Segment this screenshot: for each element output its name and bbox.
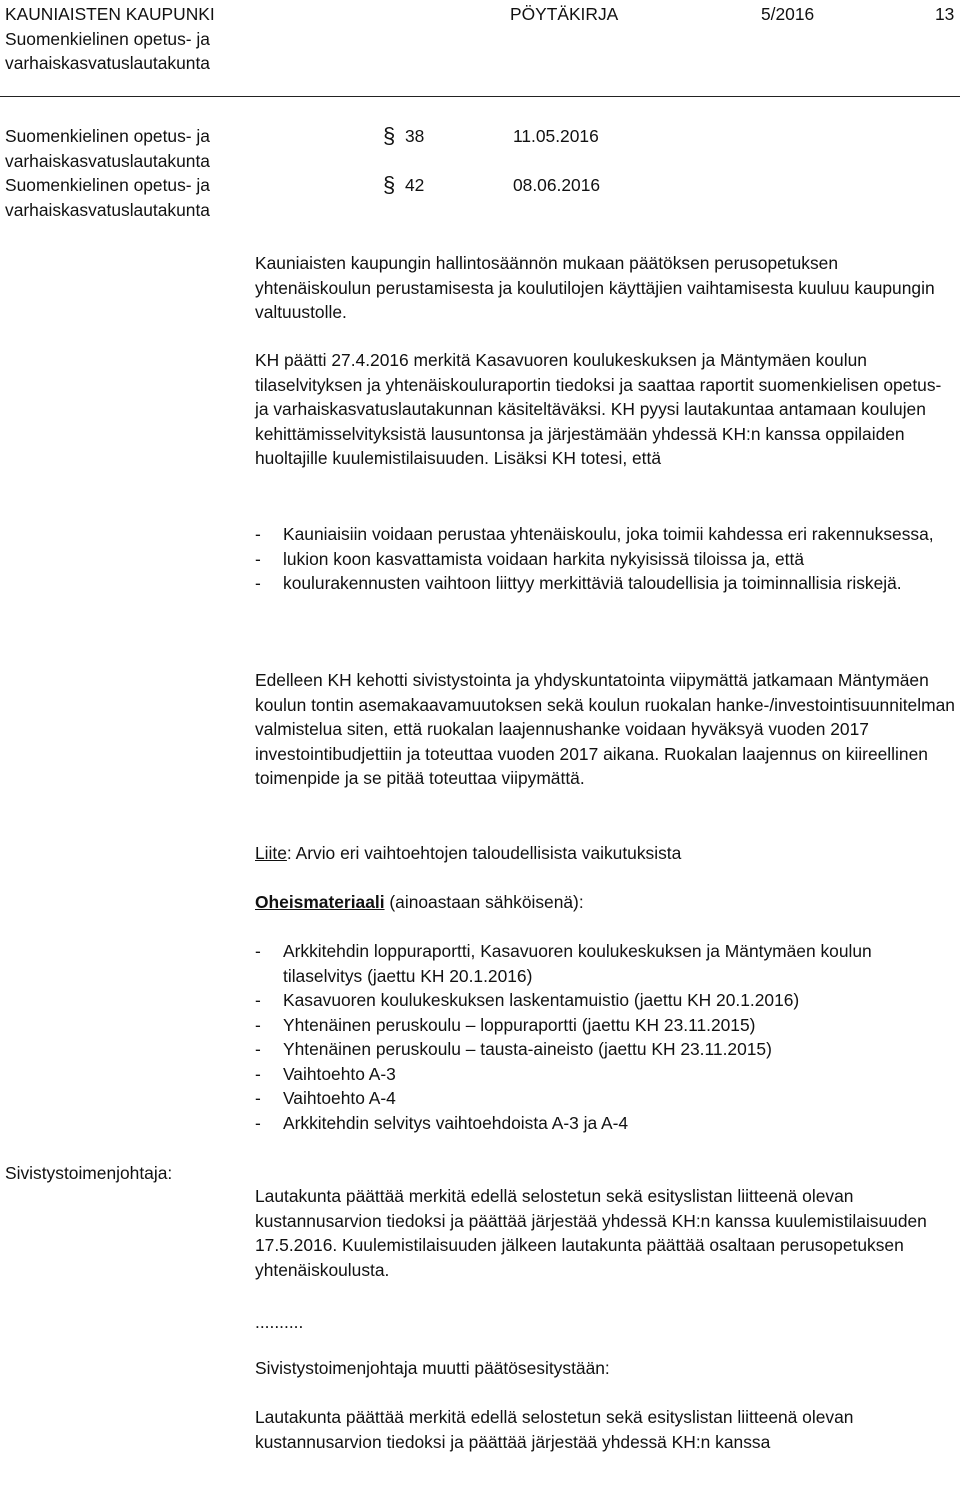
reference-org: Suomenkielinen opetus- ja varhaiskasvatuslautakunta	[5, 126, 210, 171]
reference-date: 08.06.2016	[513, 175, 601, 195]
org-board-line1: Suomenkielinen opetus- ja	[5, 28, 210, 49]
list-item: - Kasavuoren koulukeskuksen laskentamuistio (jaettu KH 20.1.2016)	[255, 990, 800, 1010]
changed-proposal-paragraph: Lautakunta päättää merkitä edellä selostetun sekä esityslistan liitteenä olevan kustannusarvion tiedoksi ja päättää järjestää yhdessä KH:n kanssa	[255, 1407, 854, 1452]
org-name: KAUNIAISTEN KAUPUNKI	[5, 4, 215, 24]
section-symbol: §	[383, 123, 396, 148]
org-board-line2: varhaiskasvatuslautakunta	[5, 53, 210, 73]
page-number: 13	[935, 4, 955, 24]
supplementary-label: Oheismateriaali	[255, 892, 385, 912]
further-paragraph: Edelleen KH kehotti sivistystointa ja yhdyskuntatointa viipymättä jatkamaan Mäntymäen koulun tontin asemakaavamuutoksen sekä koulun ruokalan hanke-/investointisuunnitelman valmistelua siten, että ruokalan laajennushanke voidaan hyväksyä vuoden 2017 investointibudjettiin ja toteuttaa vuoden 2017 aikana. Ruokalan laajennus on kiireellinen toimenpide ja se pitää toteuttaa viipymättä.	[255, 670, 955, 788]
list-item: - Vaihtoehto A-3	[255, 1063, 396, 1084]
changed-proposal-heading: Sivistystoimenjohtaja muutti päätösesitystään:	[255, 1358, 610, 1378]
attachment-text: : Arvio eri vaihtoehtojen taloudellisista vaikutuksista	[286, 843, 682, 863]
supplementary-heading	[255, 890, 955, 915]
attachment-line	[255, 841, 955, 866]
supplementary-text: (ainoastaan sähköisenä):	[384, 892, 584, 912]
section-symbol: §	[383, 172, 396, 197]
proposer-label: Sivistystoimenjohtaja:	[5, 1163, 173, 1183]
list-item: - Arkkitehdin selvitys vaihtoehdoista A-3 ja A-4	[255, 1112, 629, 1133]
list-item: - Arkkitehdin loppuraportti, Kasavuoren koulukeskuksen ja Mäntymäen koulun tilaselvitys (jaettu KH 20.1.2016)	[255, 941, 872, 986]
supplementary-list	[255, 939, 955, 1135]
list-item: - Vaihtoehto A-4	[255, 1088, 396, 1108]
doc-number: 5/2016	[761, 4, 815, 24]
header-organization	[5, 2, 305, 76]
intro-paragraph: Kauniaisten kaupungin hallintosäännön mukaan päätöksen perusopetuksen yhtenäiskoulun perustamisesta ja koulutilojen käyttäjien vaihtamisesta kuuluu kaupungin valtuustolle.	[255, 253, 935, 322]
attachment-label: Liite	[255, 843, 287, 863]
ellipsis-separator: ..........	[255, 1312, 304, 1332]
kh-decision-paragraph: KH päätti 27.4.2016 merkitä Kasavuoren koulukeskuksen ja Mäntymäen koulun tilaselvityksen ja yhtenäiskouluraportin tiedoksi ja saattaa raportit suomenkielisen opetus- ja varhaiskasvatuslautakunnan käsiteltäväksi. KH pyysi lautakuntaa antamaan koulujen kehittämisselvityksistä lausuntonsa ja järjestämään yhdessä KH:n kanssa oppilaiden huoltajille kuulemistilaisuuden. Lisäksi KH totesi, että	[255, 350, 942, 468]
doc-type: PÖYTÄKIRJA	[510, 4, 619, 24]
reference-org: Suomenkielinen opetus- ja varhaiskasvatuslautakunta	[5, 175, 210, 220]
reference-row	[5, 123, 599, 173]
reference-number: 38	[405, 126, 425, 146]
reference-row	[5, 172, 601, 222]
reference-number: 42	[405, 175, 425, 195]
list-item: - koulurakennusten vaihtoon liittyy merkittäviä taloudellisia ja toiminnallisia riskejä.	[255, 573, 902, 593]
list-item: - Yhtenäinen peruskoulu – loppuraportti (jaettu KH 23.11.2015)	[255, 1014, 756, 1035]
header-divider	[0, 96, 960, 97]
kh-findings-list	[255, 522, 955, 596]
list-item: - Yhtenäinen peruskoulu – tausta-aineisto (jaettu KH 23.11.2015)	[255, 1039, 772, 1059]
list-item: - lukion koon kasvattamista voidaan harkita nykyisissä tiloissa ja, että	[255, 548, 805, 569]
list-item: - Kauniaisiin voidaan perustaa yhtenäiskoulu, joka toimii kahdessa eri rakennuksessa,	[255, 524, 934, 544]
reference-date: 11.05.2016	[513, 126, 599, 146]
proposal-paragraph: Lautakunta päättää merkitä edellä selostetun sekä esityslistan liitteenä olevan kustannusarvion tiedoksi ja päättää järjestää yhdessä KH:n kanssa kuulemistilaisuuden 17.5.2016. Kuulemistilaisuuden jälkeen lautakunta päättää osaltaan perusopetuksen yhtenäiskoulusta.	[255, 1186, 927, 1280]
